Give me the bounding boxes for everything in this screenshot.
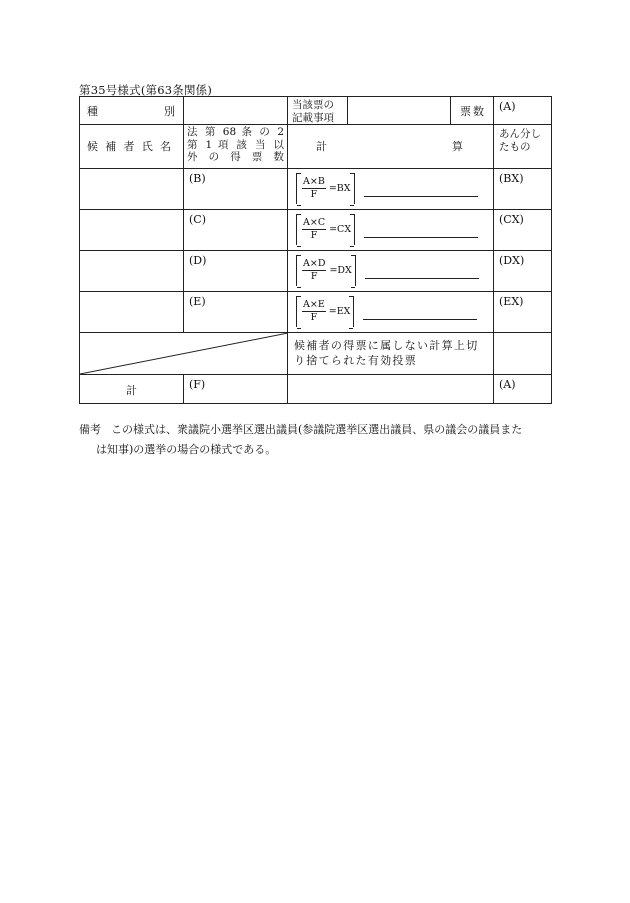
row-tag: (EX): [499, 295, 524, 308]
numerator: A×D: [303, 258, 326, 269]
remarks-line-1: この様式は、衆議院小選挙区選出議員(参議院選挙区選出議員、県の議会の議員また: [111, 423, 523, 436]
row-label: (D): [189, 254, 207, 267]
total-a-cell: [494, 375, 552, 404]
kind-label-right: 別: [164, 105, 175, 118]
rounding-row: [80, 333, 552, 375]
formula-bracket: [296, 296, 354, 327]
total-label: 計: [126, 384, 137, 397]
formula-bracket: [296, 255, 356, 286]
rounding-note: 候補者の得票に属しない計算上切り捨てられた有効投票: [294, 339, 479, 367]
total-f-cell: [184, 375, 288, 404]
answer-line: [363, 318, 477, 320]
form-title: 第35号様式(第63条関係): [79, 83, 213, 97]
rounding-value-cell: [494, 333, 552, 375]
formula-result: =EX: [328, 306, 351, 317]
candidate-name-cell: [80, 169, 184, 210]
formula-result: =DX: [329, 265, 352, 276]
law-line-3: 外 の 得 票 数: [187, 151, 284, 163]
vote-count-header-cell: [451, 97, 494, 125]
data-row-b: [80, 169, 552, 210]
answer-line: [364, 195, 478, 197]
remarks: [79, 420, 559, 460]
total-label-cell: [80, 375, 184, 404]
votes-label-right: 数: [473, 105, 484, 118]
candidate-name-cell: [80, 251, 184, 292]
total-calc-cell: [288, 375, 494, 404]
distributed-cell: [494, 169, 552, 210]
total-row: [80, 375, 552, 404]
fraction: [302, 258, 326, 283]
row-tag: (CX): [499, 213, 524, 226]
candidate-name-cell: [80, 210, 184, 251]
calc-label-left: 計: [316, 140, 327, 153]
numerator: A×C: [303, 217, 326, 228]
ballot-entry-value-cell: [348, 97, 451, 125]
data-row-c: [80, 210, 552, 251]
denominator: F: [310, 230, 318, 241]
diagonal-cell: [80, 333, 288, 375]
numerator: A×E: [303, 299, 325, 310]
fraction: [302, 299, 326, 324]
row-label: (C): [189, 213, 206, 226]
kind-header-cell: [80, 97, 184, 125]
answer-line: [364, 236, 478, 238]
calculation-cell: [288, 251, 494, 292]
fraction: [302, 217, 326, 242]
candidate-name-cell: [80, 292, 184, 333]
distributed-cell: [494, 251, 552, 292]
row-tag: (BX): [499, 172, 524, 185]
data-row-e: [80, 292, 552, 333]
calc-label-right: 算: [452, 140, 463, 153]
vote-count-cell: [184, 251, 288, 292]
law-line-2: 第 1 項 該 当 以: [187, 138, 284, 151]
distributed-cell: [494, 292, 552, 333]
formula-result: =CX: [329, 224, 352, 235]
law-line-1: 法 第 68 条 の 2: [187, 126, 284, 138]
remarks-line-2: は知事)の選挙の場合の様式である。: [96, 443, 277, 456]
formula-bracket: [296, 173, 355, 204]
vote-count-cell: [184, 210, 288, 251]
kind-value-cell: [184, 97, 288, 125]
candidate-char-1: 候: [87, 140, 98, 153]
ballot-entry-label: 当該票の記載事項: [292, 99, 334, 124]
row-label: (B): [189, 172, 206, 185]
kind-label-left: 種: [87, 105, 98, 118]
row-tag: (DX): [499, 254, 525, 267]
candidate-name-header: [80, 125, 184, 169]
denominator: F: [310, 189, 318, 200]
diagonal-line: [80, 333, 288, 375]
candidate-char-3: 者: [123, 140, 135, 153]
distributed-label: あん分したもの: [499, 128, 541, 153]
ballot-entry-label-cell: [288, 97, 348, 125]
total-f-tag: (F): [189, 378, 206, 391]
tag-a: (A): [499, 100, 516, 113]
formula-result: =BX: [328, 183, 351, 194]
total-a-tag: (A): [499, 378, 516, 391]
header-row-columns: [80, 125, 552, 169]
allocation-table: [79, 96, 552, 404]
fraction: [302, 176, 326, 201]
remarks-label: 備考: [79, 423, 101, 436]
formula-bracket: [296, 214, 355, 245]
votes-label-left: 票: [460, 105, 471, 118]
distributed-header: [494, 125, 552, 169]
rounding-note-cell: [288, 333, 494, 375]
vote-count-cell: [184, 292, 288, 333]
calculation-cell: [288, 292, 494, 333]
data-row-d: [80, 251, 552, 292]
answer-line: [365, 277, 479, 279]
calculation-header: [288, 125, 494, 169]
distributed-cell: [494, 210, 552, 251]
candidate-char-5: 名: [160, 140, 171, 153]
candidate-char-2: 補: [105, 140, 117, 153]
vote-count-cell: [184, 169, 288, 210]
law-votes-header: [184, 125, 288, 169]
denominator: F: [310, 312, 318, 323]
numerator: A×B: [303, 176, 325, 187]
calculation-cell: [288, 210, 494, 251]
calculation-cell: [288, 169, 494, 210]
vote-count-tag-cell: [494, 97, 552, 125]
candidate-char-4: 氏: [141, 140, 153, 153]
header-row-kind: [80, 97, 552, 125]
row-label: (E): [189, 295, 206, 308]
denominator: F: [310, 271, 318, 282]
